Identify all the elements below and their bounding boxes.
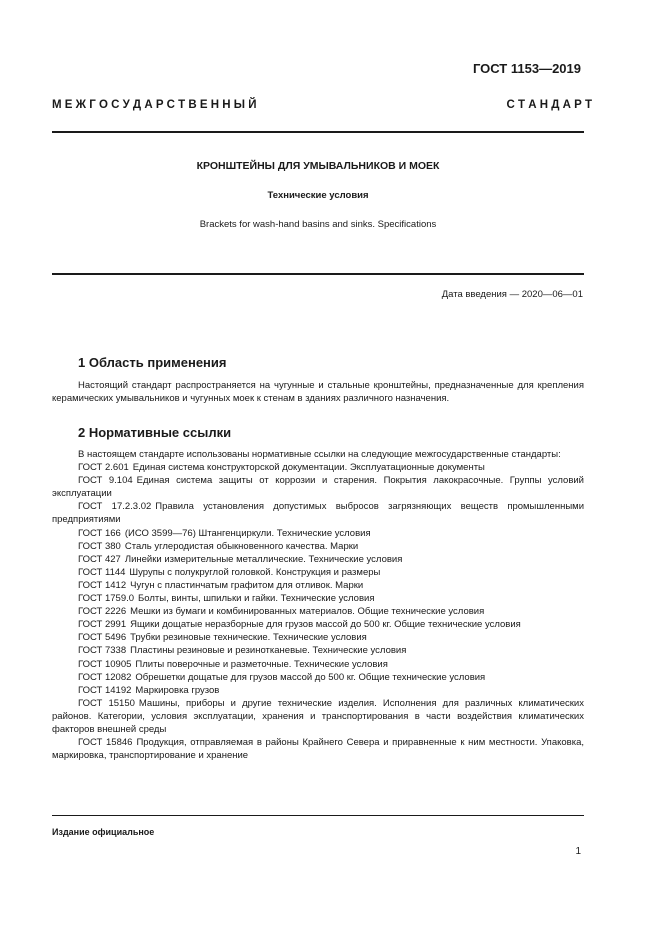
reference-code: ГОСТ 2991 (78, 619, 127, 631)
normative-references-list (52, 448, 584, 762)
reference-title: Болты, винты, шпильки и гайки. Технические условия (138, 593, 375, 605)
reference-title: Трубки резиновые технические. Технические условия (130, 632, 367, 644)
document-subtitle: Технические условия (267, 190, 369, 201)
reference-code: ГОСТ 12082 (78, 671, 132, 683)
reference-item (52, 644, 584, 657)
reference-item (52, 697, 584, 736)
reference-code: ГОСТ 427 (78, 553, 121, 565)
reference-code: ГОСТ 380 (78, 540, 121, 552)
reference-item (52, 671, 584, 684)
reference-code: ГОСТ 14192 (78, 684, 132, 696)
reference-title: Плиты поверочные и разметочные. Технические условия (135, 658, 388, 670)
reference-item (52, 684, 584, 697)
document-title: КРОНШТЕЙНЫ ДЛЯ УМЫВАЛЬНИКОВ И МОЕК (196, 160, 440, 172)
reference-item (52, 579, 584, 592)
reference-code: ГОСТ 10905 (78, 658, 132, 670)
reference-title: Линейки измерительные металлические. Технические условия (124, 553, 403, 565)
footer-rule (52, 815, 584, 816)
header-rule (52, 131, 584, 133)
reference-title: Маркировка грузов (135, 684, 220, 696)
reference-item (52, 553, 584, 566)
reference-title: Шурупы с полукруглой головкой. Конструкция и размеры (129, 566, 381, 578)
reference-item (52, 658, 584, 671)
reference-code: ГОСТ 15846 (78, 737, 133, 749)
section-1-paragraph: Настоящий стандарт распространяется на чугунные и стальные кронштейны, предназначенные для крепления керамических умывальников и чугунных моек к стенам в зданиях различного назначения. (52, 380, 584, 405)
edition-label: Издание официальное (52, 827, 155, 837)
interstate-word: М Е Ж Г О С У Д А Р С Т В Е Н Н Ы Й (52, 99, 257, 111)
interstate-standard-banner (52, 99, 592, 111)
reference-code: ГОСТ 17.2.3.02 (78, 501, 152, 513)
title-rule (52, 273, 584, 275)
reference-title: Ящики дощатые неразборные для грузов массой до 500 кг. Общие технические условия (130, 619, 521, 631)
reference-code: ГОСТ 9.104 (78, 475, 133, 487)
reference-title: Единая система защиты от коррозии и старения. Покрытия лакокрасочные. Группы условий эксплуатации (52, 475, 584, 500)
document-code: ГОСТ 1153—2019 (472, 61, 581, 76)
reference-item (52, 631, 584, 644)
reference-title: Машины, приборы и другие технические изделия. Исполнения для различных климатических районов. Категории, условия эксплуатации, хранения и транспортирования в части воздействия климатических факторов внешней среды (52, 697, 584, 735)
reference-code: ГОСТ 166 (78, 527, 121, 539)
reference-code: ГОСТ 15150 (78, 697, 135, 709)
reference-code: ГОСТ 1759.0 (78, 593, 135, 605)
section-1-heading: 1 Область применения (78, 355, 227, 370)
reference-title: (ИСО 3599—76) Штангенциркули. Технические условия (124, 527, 371, 539)
reference-title: Продукция, отправляемая в районы Крайнего Севера и приравненные к ним местности. Упаковка, маркировка, транспортирование и хранение (52, 737, 584, 762)
reference-code: ГОСТ 7338 (78, 645, 127, 657)
reference-title: Единая система конструкторской документации. Эксплуатационные документы (132, 462, 485, 474)
reference-code: ГОСТ 1412 (78, 579, 127, 591)
reference-title: Пластины резиновые и резинотканевые. Технические условия (130, 645, 407, 657)
reference-item (52, 474, 584, 500)
interstate-word: С Т А Н Д А Р Т (506, 99, 592, 111)
reference-title: Правила установления допустимых выбросов загрязняющих веществ промышленными предприятиями (52, 501, 584, 526)
reference-code: ГОСТ 5496 (78, 632, 127, 644)
page-number: 1 (575, 846, 581, 857)
introduction-date: Дата введения — 2020—06—01 (441, 289, 583, 300)
reference-code: ГОСТ 2226 (78, 606, 127, 618)
reference-item (52, 605, 584, 618)
reference-item (52, 540, 584, 553)
section-2-heading: 2 Нормативные ссылки (78, 425, 232, 440)
section-2-intro: В настоящем стандарте использованы нормативные ссылки на следующие межгосударственные стандарты: (78, 449, 561, 460)
section-1-text (52, 379, 584, 406)
reference-item (52, 527, 584, 540)
reference-item (52, 592, 584, 605)
reference-item (52, 500, 584, 526)
reference-title: Мешки из бумаги и комбинированных материалов. Общие технические условия (130, 606, 485, 618)
references (52, 461, 584, 762)
reference-item (52, 618, 584, 631)
reference-code: ГОСТ 2.601 (78, 462, 129, 474)
reference-item (52, 566, 584, 579)
english-title: Brackets for wash-hand basins and sinks. Specifications (199, 219, 437, 230)
reference-title: Обрешетки дощатые для грузов массой до 500 кг. Общие технические условия (135, 671, 486, 683)
reference-title: Сталь углеродистая обыкновенного качества. Марки (124, 540, 359, 552)
reference-item (52, 461, 584, 474)
reference-code: ГОСТ 1144 (78, 566, 126, 578)
reference-title: Чугун с пластинчатым графитом для отливок. Марки (130, 579, 364, 591)
reference-item (52, 736, 584, 762)
